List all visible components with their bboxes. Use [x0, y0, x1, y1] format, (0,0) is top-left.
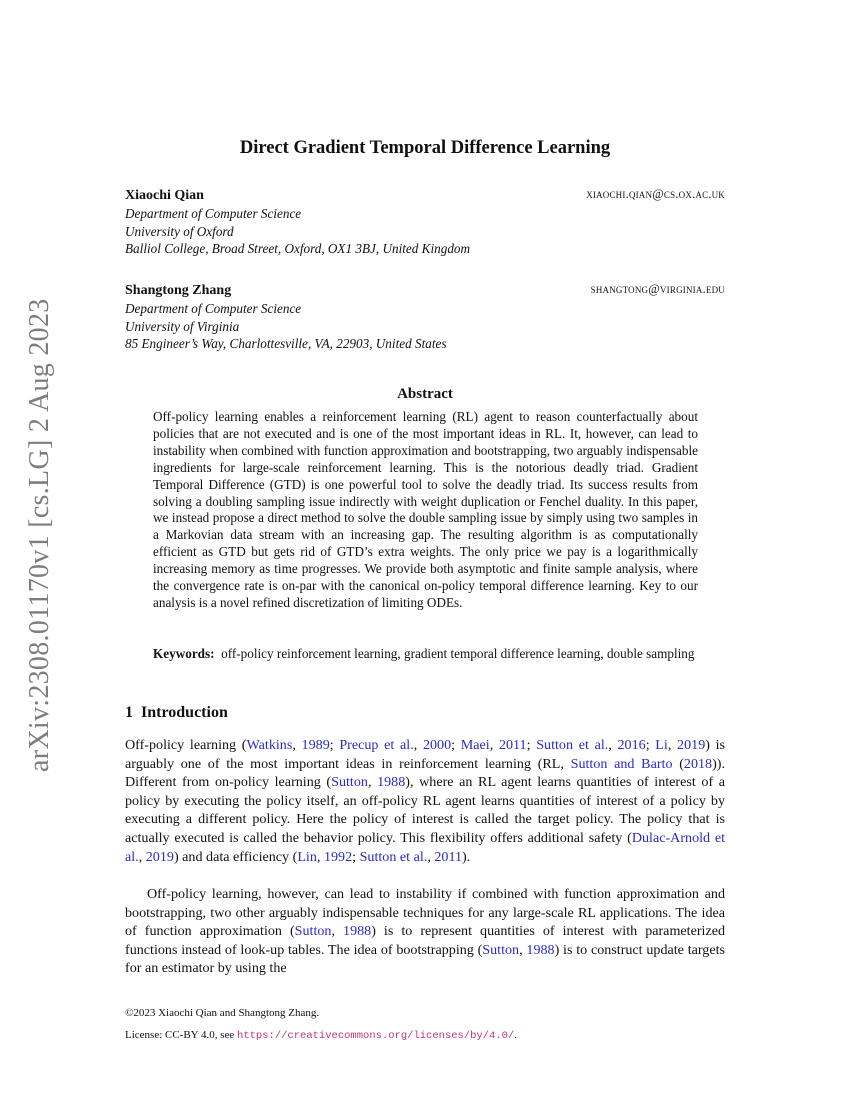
copyright-footnote: ©2023 Xiaochi Qian and Shangtong Zhang.	[125, 1007, 320, 1019]
arxiv-stamp: arXiv:2308.01170v1 [cs.LG] 2 Aug 2023	[24, 298, 55, 772]
section-title: Introduction	[141, 704, 228, 721]
author-department: Department of Computer Science	[125, 301, 302, 316]
author-department: Department of Computer Science	[125, 206, 302, 221]
citation-link[interactable]: Sutton and Barto	[570, 755, 673, 772]
citation-link[interactable]: Maei	[460, 737, 490, 753]
intro-paragraph-1: Off-policy learning (Watkins, 1989; Precup et al., 2000; Maei, 2011; Sutton et al., 2016; Li, 2019) is arguably one of the most important ideas in reinforcement learning (RL, Sutton and Barto (2018)). Different from on-policy learning (Sutton, 1988), where an RL agent learns quantities of interest of a policy by executing the policy itself, an off-policy RL agent learns quantities of interest of a policy by executing a different policy. Here the policy of interest is called the target policy. The policy that is actually executed is called the behavior policy. This flexibility offers additional safety (Dulac-Arnold et al., 2019) and data efficiency (Lin, 1992; Sutton et al., 2011).	[125, 737, 726, 865]
author-address: 85 Engineer’s Way, Charlottesville, VA, 22903, United States	[125, 336, 447, 351]
citation-link[interactable]: 2016	[617, 737, 646, 753]
author-name: Xiaochi Qian	[125, 188, 204, 203]
citation-link[interactable]: 1989	[301, 737, 330, 753]
citation-link[interactable]: Sutton et al.	[359, 848, 428, 865]
citation-link[interactable]: 2019	[145, 848, 174, 865]
citation-link[interactable]: Sutton	[294, 923, 332, 940]
author-block-2	[125, 280, 725, 353]
author-address: Balliol College, Broad Street, Oxford, OX1 3BJ, United Kingdom	[125, 241, 471, 256]
author-name: Shangtong Zhang	[125, 283, 232, 298]
citation-link[interactable]: Sutton	[331, 774, 368, 791]
citation-link[interactable]: 2019	[677, 737, 706, 753]
author-university: University of Oxford	[125, 223, 234, 239]
intro-paragraph-2: Off-policy learning, however, can lead to instability if combined with function approximation and bootstrapping, two other arguably indispensable techniques for any large-scale RL applications. The idea of function approximation (Sutton, 1988) is to represent quantities of interest with parameterized functions instead of look-up tables. The idea of bootstrapping (Sutton, 1988) is to construct update targets for an estimator by using the	[125, 886, 726, 977]
citation-link[interactable]: Watkins	[246, 737, 293, 753]
citation-link[interactable]: 2011	[434, 848, 463, 865]
paper-title: Direct Gradient Temporal Difference Learning	[239, 138, 611, 158]
citation-link[interactable]: Lin	[297, 848, 317, 865]
author-email[interactable]: xiaochi.qian@cs.ox.ac.uk	[586, 187, 725, 201]
keywords-text: off-policy reinforcement learning, gradient temporal difference learning, double sampling	[221, 646, 695, 661]
citation-link[interactable]: 1992	[323, 848, 353, 865]
citation-link[interactable]: Sutton	[482, 941, 520, 958]
section-number: 1	[125, 704, 133, 721]
keywords	[153, 646, 698, 663]
author-email[interactable]: shangtong@virginia.edu	[590, 282, 725, 296]
abstract-text: Off-policy learning enables a reinforcement learning (RL) agent to reason counterfactually about policies that are not executed and is one of the most important ideas in RL. It, however, can lead to instability when combined with function approximation and bootstrapping, two arguably indispensable ingredients for large-scale reinforcement learning. This is the notorious deadly triad. Gradient Temporal Difference (GTD) is one powerful tool to solve the deadly triad. Its success results from solving a doubling sampling issue indirectly with weight duplication or Fenchel duality. In this paper, we instead propose a direct method to solve the double sampling issue by simply using two samples in a Markovian data stream with an increasing gap. The resulting algorithm is as computationally efficient as GTD but gets rid of GTD’s extra weights. The only price we pay is a logarithmically increasing memory as time progresses. We provide both asymptotic and finite sample analysis, where the convergence rate is on-par with the canonical on-policy temporal difference learning. Key to our analysis is a novel refined discretization of limiting ODEs.	[153, 409, 698, 610]
citation-link[interactable]: Sutton et al.	[536, 737, 609, 753]
citation-link[interactable]: 1988	[377, 774, 406, 791]
citation-link[interactable]: 1988	[343, 923, 372, 940]
section-heading	[125, 704, 228, 722]
license-url-link[interactable]: https://creativecommons.org/licenses/by/4.0/	[237, 1030, 515, 1042]
citation-link[interactable]: Li	[655, 737, 668, 753]
citation-link[interactable]: Dulac-Arnold et al.	[125, 829, 726, 865]
author-university: University of Virginia	[125, 318, 240, 334]
license-footnote: License: CC-BY 4.0, see https://creativecommons.org/licenses/by/4.0/.	[125, 1029, 518, 1042]
author-block-1	[125, 185, 725, 258]
citation-link[interactable]: Precup et al.	[339, 737, 414, 753]
keywords-label: Keywords:	[153, 646, 215, 661]
citation-link[interactable]: 2018	[683, 755, 713, 772]
citation-link[interactable]: 1988	[526, 941, 555, 958]
abstract-heading: Abstract	[397, 386, 453, 402]
citation-link[interactable]: 2000	[422, 737, 452, 753]
citation-link[interactable]: 2011	[498, 737, 527, 753]
